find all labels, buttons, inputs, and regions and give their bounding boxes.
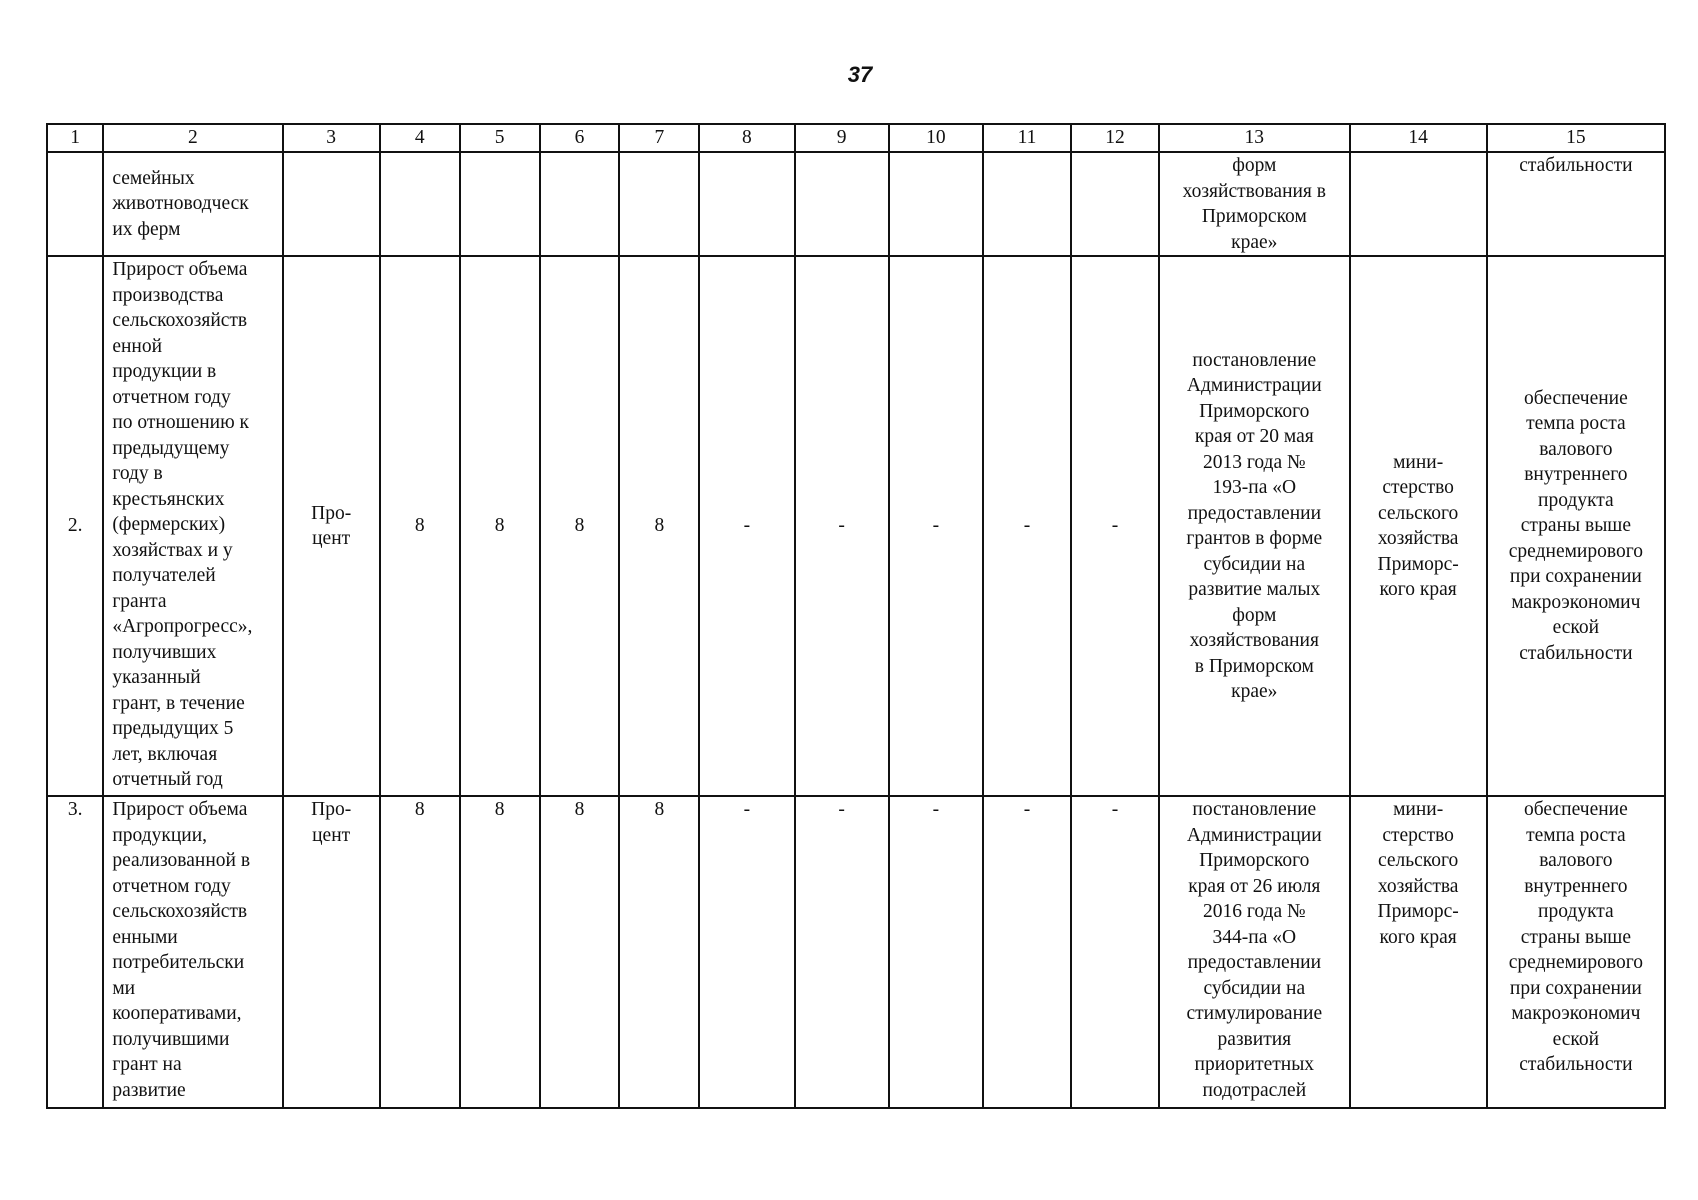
value-cell: -	[1071, 256, 1159, 796]
row-number-cell: 3.	[47, 796, 103, 1108]
value-cell	[460, 152, 540, 256]
indicator-cell: Прирост объема продукции, реализованной в отчетном году сельскохозяйств енными потребительски ми кооперативами, получившими грант на развитие	[103, 796, 282, 1108]
table-row	[47, 152, 1665, 256]
value-cell: 8	[540, 256, 620, 796]
column-number: 10	[889, 124, 983, 152]
column-number: 6	[540, 124, 620, 152]
responsible-cell: мини- стерство сельского хозяйства Приморс- кого края	[1350, 796, 1487, 1108]
value-cell	[889, 152, 983, 256]
value-cell: 8	[619, 256, 699, 796]
value-cell: -	[699, 256, 794, 796]
column-number: 12	[1071, 124, 1159, 152]
value-cell	[619, 152, 699, 256]
value-cell: -	[983, 256, 1071, 796]
unit-cell: Про- цент	[283, 796, 380, 1108]
column-number-row	[47, 124, 1665, 152]
column-number: 11	[983, 124, 1071, 152]
value-cell: -	[795, 256, 889, 796]
unit-cell	[283, 152, 380, 256]
purpose-cell: стабильности	[1487, 152, 1665, 256]
table-row	[47, 796, 1665, 1108]
column-number: 1	[47, 124, 103, 152]
table-row	[47, 256, 1665, 796]
responsible-cell	[1350, 152, 1487, 256]
value-cell	[699, 152, 794, 256]
value-cell	[380, 152, 460, 256]
indicator-cell: семейных животноводческ их ферм	[103, 152, 282, 256]
value-cell: 8	[540, 796, 620, 1108]
value-cell: -	[699, 796, 794, 1108]
column-number: 15	[1487, 124, 1665, 152]
value-cell: 8	[619, 796, 699, 1108]
page-number: 37	[847, 62, 873, 87]
value-cell	[1071, 152, 1159, 256]
value-cell: 8	[460, 256, 540, 796]
unit-cell: Про- цент	[283, 256, 380, 796]
column-number: 3	[283, 124, 380, 152]
value-cell: -	[795, 796, 889, 1108]
value-cell: 8	[460, 796, 540, 1108]
column-number: 7	[619, 124, 699, 152]
source-cell: постановление Администрации Приморского края от 20 мая 2013 года № 193-па «О предоставлении грантов в форме субсидии на развитие малых форм хозяйствования в Приморском крае»	[1159, 256, 1349, 796]
value-cell	[983, 152, 1071, 256]
indicators-table	[46, 123, 1666, 1109]
purpose-cell: обеспечение темпа роста валового внутреннего продукта страны выше среднемирового при сохранении макроэкономич еской стабильности	[1487, 796, 1665, 1108]
column-number: 5	[460, 124, 540, 152]
value-cell	[795, 152, 889, 256]
source-cell: постановление Администрации Приморского края от 26 июля 2016 года № 344-па «О предоставлении субсидии на стимулирование развития приоритетных подотраслей	[1159, 796, 1349, 1108]
value-cell: 8	[380, 256, 460, 796]
column-number: 14	[1350, 124, 1487, 152]
column-number: 2	[103, 124, 282, 152]
source-cell: форм хозяйствования в Приморском крае»	[1159, 152, 1349, 256]
purpose-cell: обеспечение темпа роста валового внутреннего продукта страны выше среднемирового при сохранении макроэкономич еской стабильности	[1487, 256, 1665, 796]
column-number: 4	[380, 124, 460, 152]
value-cell: -	[1071, 796, 1159, 1108]
column-number: 13	[1159, 124, 1349, 152]
responsible-cell: мини- стерство сельского хозяйства Приморс- кого края	[1350, 256, 1487, 796]
column-number: 8	[699, 124, 794, 152]
value-cell	[540, 152, 620, 256]
row-number-cell: 2.	[47, 256, 103, 796]
indicator-cell: Прирост объема производства сельскохозяйств енной продукции в отчетном году по отношению к предыдущему году в крестьянских (фермерских) хозяйствах и у получателей гранта «Агропрогресс», получивших указанный грант, в течение предыдущих 5 лет, включая отчетный год	[103, 256, 282, 796]
value-cell: -	[889, 796, 983, 1108]
value-cell: 8	[380, 796, 460, 1108]
column-number: 9	[795, 124, 889, 152]
value-cell: -	[889, 256, 983, 796]
row-number-cell	[47, 152, 103, 256]
value-cell: -	[983, 796, 1071, 1108]
